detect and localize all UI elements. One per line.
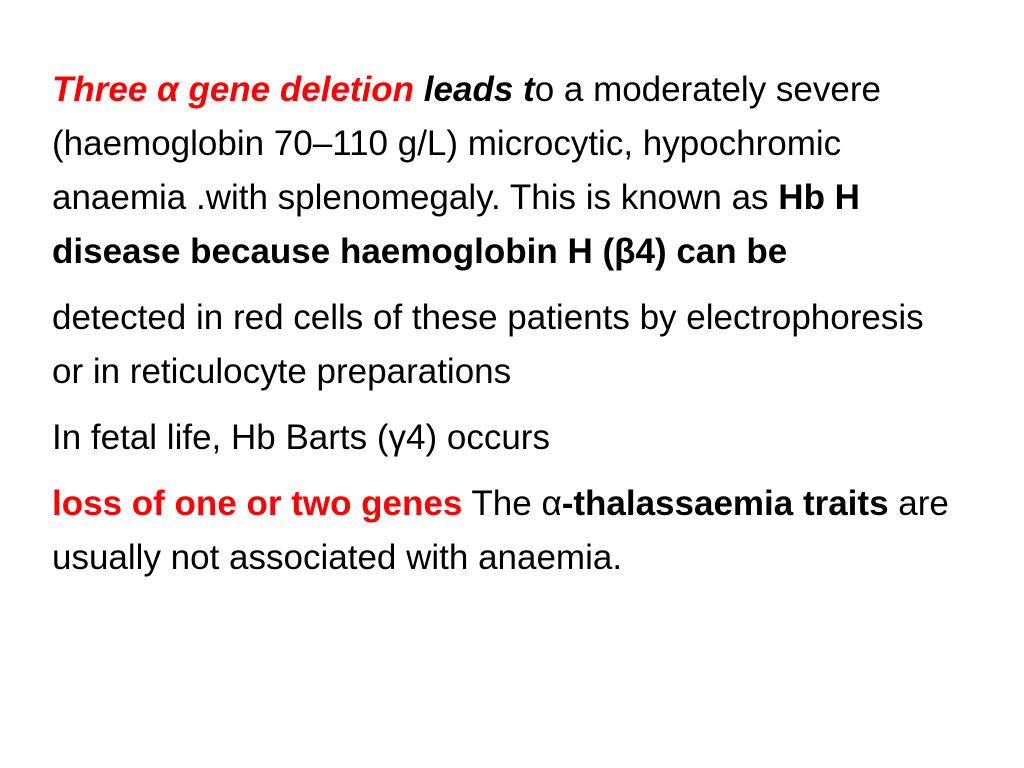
leads-text: leads: [423, 70, 524, 109]
paragraph-fetal-life: [52, 411, 952, 465]
paragraph-hb-h-disease: [52, 63, 952, 279]
thalassaemia-traits-text: -thalassaemia traits: [561, 484, 889, 523]
the-alpha-text: The α: [462, 484, 562, 523]
hb-barts-text: In fetal life, Hb Barts (γ4) occurs: [52, 418, 550, 457]
leads-to-t-text: t: [523, 70, 535, 109]
detection-text: detected in red cells of these patients by electrophoresis or in reticulocyte preparations: [52, 298, 924, 391]
loss-of-genes-text: loss of one or two genes: [52, 484, 463, 523]
not-associated-text: are usually not associated with anaemia.: [52, 484, 949, 577]
anaemia-description-text: o a moderately severe (haemoglobin 70–110 g/L) microcytic, hypochromic anaemia .with splenomegaly. This is known as: [52, 70, 881, 217]
slide-body: [52, 63, 952, 585]
paragraph-traits: [52, 477, 952, 585]
spacer-text: [414, 70, 424, 109]
three-alpha-gene-deletion-text: Three α gene deletion: [52, 70, 415, 109]
paragraph-detection: [52, 291, 952, 399]
hb-h-disease-text: Hb H disease because haemoglobin H (β4) can be: [52, 178, 860, 271]
